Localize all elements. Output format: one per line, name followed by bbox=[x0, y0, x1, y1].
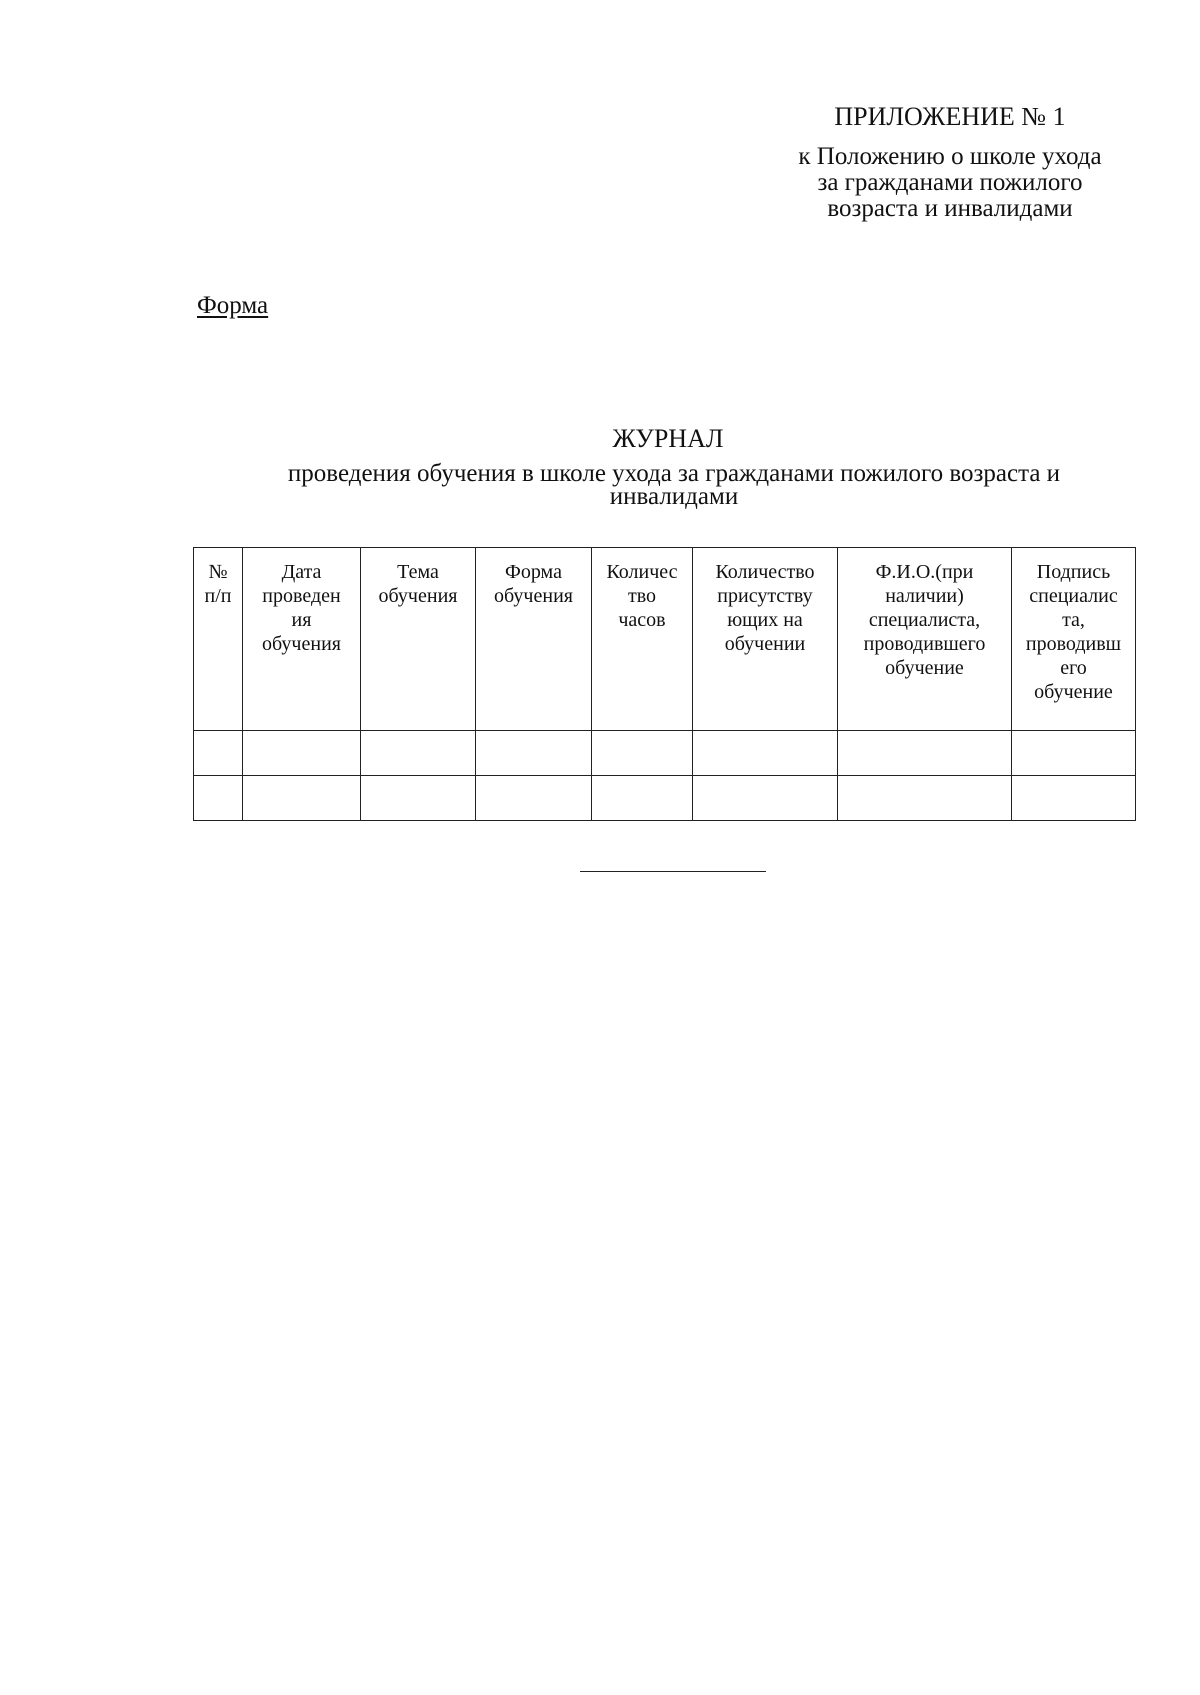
column-header-line: обучения bbox=[262, 633, 341, 655]
table-cell bbox=[693, 731, 838, 776]
column-header-line: обучение bbox=[885, 657, 964, 679]
appendix-title: ПРИЛОЖЕНИЕ № 1 bbox=[834, 102, 1066, 131]
end-line bbox=[580, 871, 766, 872]
table-cell bbox=[838, 776, 1012, 821]
column-header-8 bbox=[1012, 548, 1136, 731]
table-header-row bbox=[194, 548, 1136, 731]
journal-title: ЖУРНАЛ bbox=[612, 424, 724, 453]
column-header-line: обучения bbox=[378, 585, 458, 607]
table-cell bbox=[194, 731, 243, 776]
table-cell bbox=[243, 731, 361, 776]
column-header-line: присутству bbox=[717, 585, 813, 607]
table-cell bbox=[693, 776, 838, 821]
column-header-line: Дата bbox=[281, 561, 322, 583]
appendix-line-3: возраста и инвалидами bbox=[827, 195, 1073, 222]
column-header-line: ющих на bbox=[727, 609, 803, 631]
column-header-3 bbox=[361, 548, 476, 731]
journal-table bbox=[193, 547, 1136, 821]
table-cell bbox=[592, 776, 693, 821]
column-header-line: № bbox=[208, 561, 228, 583]
table-cell bbox=[592, 731, 693, 776]
table-cell bbox=[476, 776, 592, 821]
column-header-line: та, bbox=[1062, 609, 1085, 631]
column-header-line: проведен bbox=[262, 585, 341, 607]
column-header-line: обучения bbox=[494, 585, 573, 607]
table-cell bbox=[243, 776, 361, 821]
column-header-4 bbox=[476, 548, 592, 731]
table-row bbox=[194, 731, 1136, 776]
table-cell bbox=[838, 731, 1012, 776]
column-header-line: часов bbox=[618, 609, 666, 631]
column-header-line: ия bbox=[291, 609, 312, 631]
column-header-1 bbox=[194, 548, 243, 731]
column-header-7 bbox=[838, 548, 1012, 731]
column-header-line: обучении bbox=[724, 633, 806, 655]
column-header-line: Количество bbox=[715, 561, 815, 583]
form-label: Форма bbox=[197, 292, 269, 319]
column-header-line: наличии) bbox=[885, 585, 964, 607]
column-header-line: Форма bbox=[505, 561, 562, 583]
column-header-5 bbox=[592, 548, 693, 731]
column-header-line: обучение bbox=[1034, 681, 1113, 703]
table-cell bbox=[1012, 776, 1136, 821]
table-cell bbox=[1012, 731, 1136, 776]
table-row bbox=[194, 776, 1136, 821]
column-header-line: п/п bbox=[204, 585, 232, 607]
appendix-block bbox=[760, 104, 1140, 222]
column-header-line: тво bbox=[627, 585, 657, 607]
journal-subtitle-line-2: инвалидами bbox=[609, 483, 739, 510]
table-cell bbox=[194, 776, 243, 821]
table-cell bbox=[476, 731, 592, 776]
column-header-line: Ф.И.О.(при bbox=[875, 561, 974, 583]
column-header-line: специалис bbox=[1029, 585, 1118, 607]
column-header-line: проводивш bbox=[1025, 633, 1122, 655]
appendix-line-1: к Положению о школе ухода bbox=[798, 143, 1102, 170]
journal-subtitle-line-1: проведения обучения в школе ухода за гражданами пожилого возраста и bbox=[287, 460, 1061, 487]
appendix-line-2: за гражданами пожилого bbox=[817, 169, 1083, 196]
table-cell bbox=[361, 776, 476, 821]
column-header-2 bbox=[243, 548, 361, 731]
column-header-line: проводившего bbox=[863, 633, 986, 655]
column-header-line: специалиста, bbox=[868, 609, 981, 631]
column-header-line: Тема bbox=[397, 561, 439, 583]
journal-subtitle bbox=[224, 462, 1124, 508]
column-header-line: Подпись bbox=[1036, 561, 1111, 583]
column-header-line: его bbox=[1060, 657, 1087, 679]
column-header-6 bbox=[693, 548, 838, 731]
column-header-line: Количес bbox=[606, 561, 678, 583]
table-cell bbox=[361, 731, 476, 776]
